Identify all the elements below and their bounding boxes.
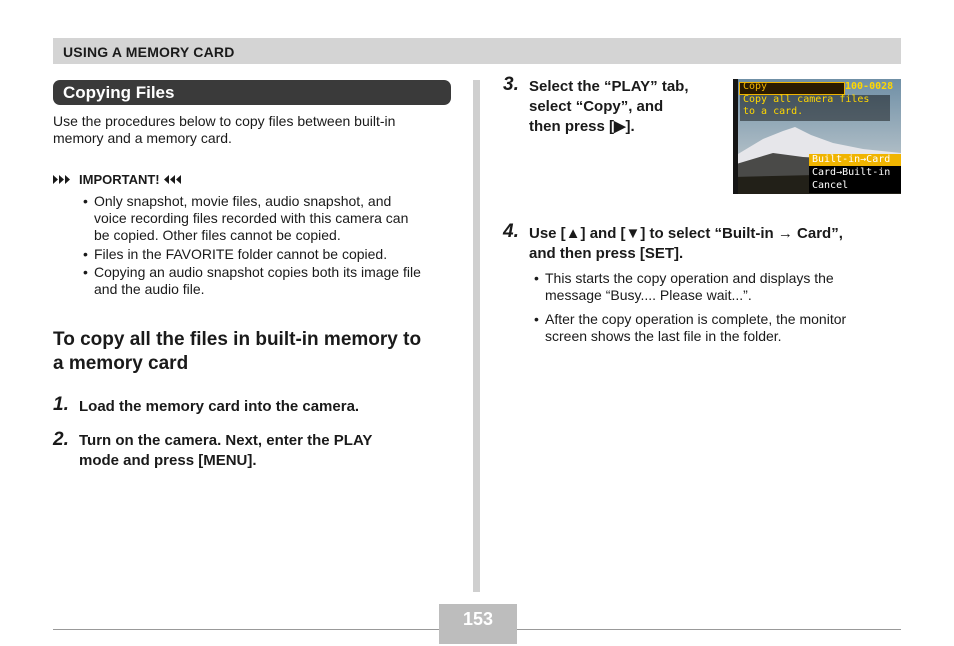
important-label: IMPORTANT! [79,172,160,187]
important-item: • Files in the FAVORITE folder cannot be copied. [94,246,387,263]
important-heading [53,172,186,187]
important-right-icon [164,174,186,185]
description-text: Copy all camera files to a card. [743,94,870,117]
step-text: Load the memory card into the camera. [79,398,360,415]
running-header: USING A MEMORY CARD [63,44,235,60]
step-text: Select the “PLAY” tab, select “Copy”, and then press [▶]. [529,78,689,135]
step-note: • After the copy operation is complete, the monitor screen shows the last file in the folder. [545,311,846,345]
file-number: 100-0028 [845,81,894,92]
menu-title: Copy [743,81,768,92]
step-number: 1. [53,394,69,415]
step-number: 3. [503,74,519,95]
procedure-title: To copy all the files in built-in memory to a memory card [53,329,422,374]
important-item: • Copying an audio snapshot copies both its image file and the audio file. [94,264,421,298]
page-number: 153 [462,609,494,629]
intro-paragraph: Use the procedures below to copy files between built-in memory and a memory card. [53,113,396,146]
important-item: • Only snapshot, movie files, audio snapshot, and voice recording files recorded with this camera can be copied. Other files cannot be copied. [94,193,408,244]
option-cancel[interactable]: Cancel [812,180,849,191]
section-title: Copying Files [63,83,175,102]
step-number: 4. [503,221,519,242]
step-number: 2. [53,429,69,450]
important-left-icon [53,174,75,185]
camera-screen-illustration [733,79,901,194]
step-text: Use [▲] and [▼] to select “Built-in → Card”, and then press [SET]. [529,225,843,262]
step-text: Turn on the camera. Next, enter the PLAY mode and press [MENU]. [79,432,373,469]
step-note: • This starts the copy operation and displays the message “Busy.... Please wait...”. [545,270,834,304]
column-divider [473,80,480,592]
option-built-in-to-card[interactable]: Built-in→Card [812,154,891,165]
option-card-to-built-in[interactable]: Card→Built-in [812,167,891,178]
